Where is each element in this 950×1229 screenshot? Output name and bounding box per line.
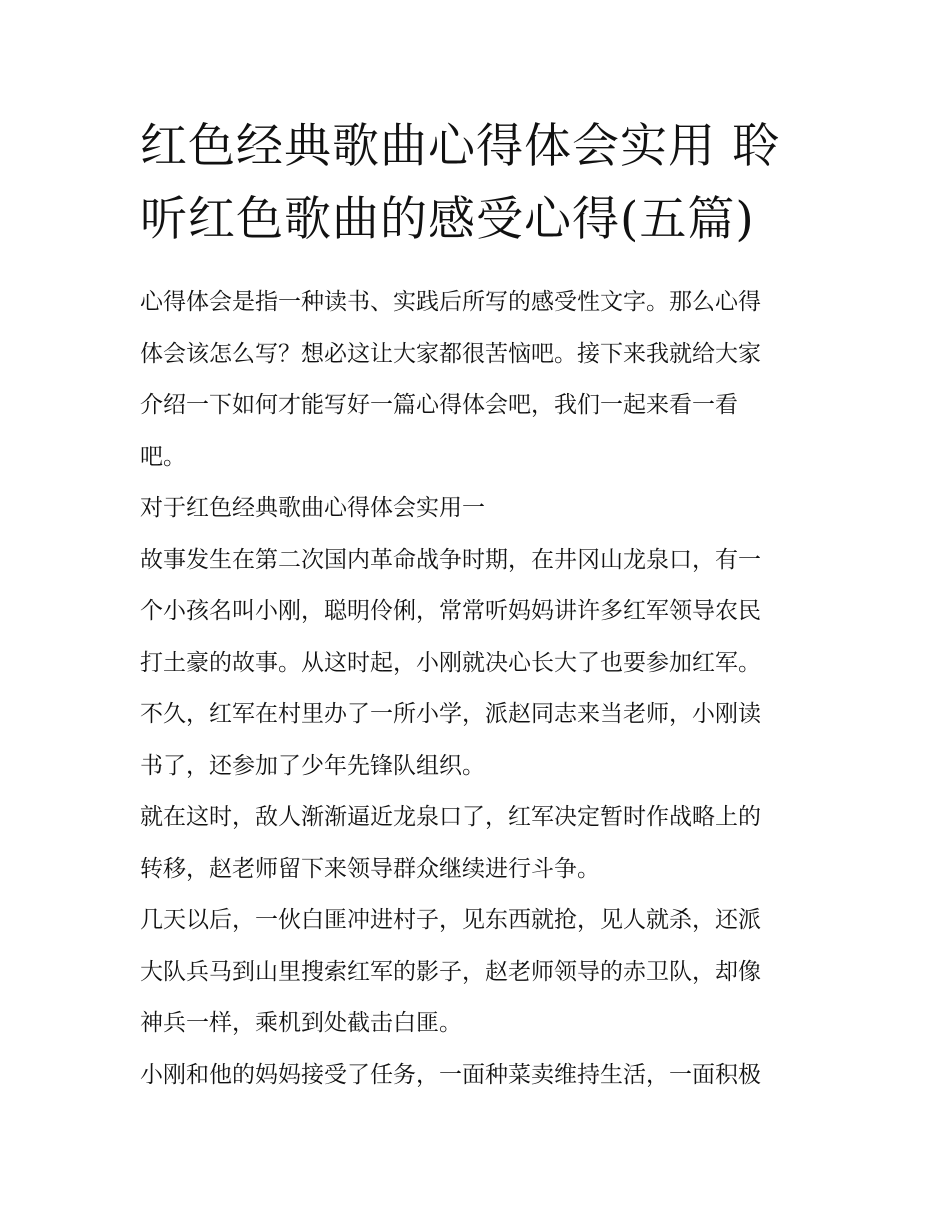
text-line: 小刚和他的妈妈接受了任务，一面种菜卖维持生活，一面积极 [140, 1061, 761, 1088]
intro-paragraph [140, 277, 820, 483]
text-line: 打土豪的故事。从这时起，小刚就决心长大了也要参加红军。 [140, 649, 761, 676]
title-line: 红色经典歌曲心得体会实用 聆 [140, 119, 780, 174]
text-line: 吧。 [140, 443, 186, 470]
text-line: 不久，红军在村里办了一所小学，派赵同志来当老师，小刚读 [140, 701, 761, 727]
story-paragraph [140, 792, 820, 895]
text-line: 故事发生在第二次国内革命战争时期，在井冈山龙泉口，有一 [140, 546, 761, 573]
text-line: 书了，还参加了少年先锋队组织。 [140, 752, 485, 779]
text-line: 大队兵马到山里搜索红军的影子，赵老师领导的赤卫队，却像 [140, 958, 761, 985]
text-line: 对于红色经典歌曲心得体会实用一 [140, 495, 485, 521]
text-line: 转移，赵老师留下来领导群众继续进行斗争。 [140, 855, 600, 882]
text-line: 几天以后，一伙白匪冲进村子，见东西就抢，见人就杀，还派 [140, 907, 761, 933]
story-paragraph [140, 535, 820, 793]
story-paragraph [140, 895, 820, 1050]
text-line: 个小孩名叫小刚，聪明伶俐，常常听妈妈讲许多红军领导农民 [140, 598, 761, 624]
text-line: 就在这时，敌人渐渐逼近龙泉口了，红军决定暂时作战略上的 [140, 804, 761, 830]
text-line: 介绍一下如何才能写好一篇心得体会吧，我们一起来看一看 [140, 392, 738, 418]
section-heading [140, 483, 820, 535]
document-body [140, 277, 820, 1101]
text-line: 神兵一样，乘机到处截击白匪。 [140, 1010, 462, 1036]
text-line: 体会该怎么写？想必这让大家都很苦恼吧。接下来我就给大家 [140, 340, 761, 367]
document-title [140, 110, 820, 256]
title-line: 听红色歌曲的感受心得(五篇) [140, 192, 755, 247]
text-line: 心得体会是指一种读书、实践后所写的感受性文字。那么心得 [140, 289, 761, 315]
story-paragraph [140, 1050, 820, 1102]
